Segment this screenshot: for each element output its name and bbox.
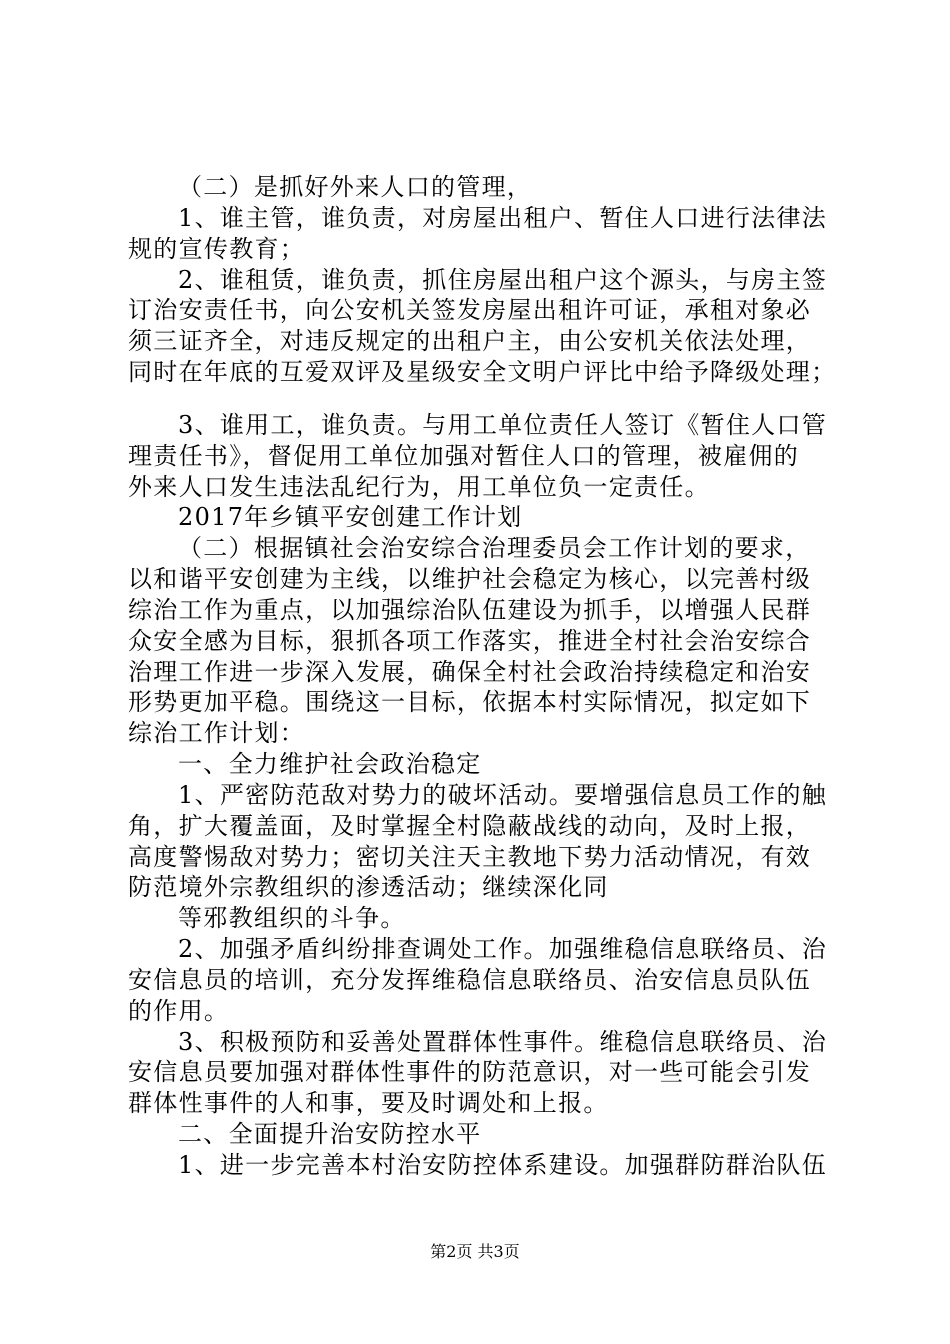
text-line: 高度警惕敌对势力；密切关注天主教地下势力活动情况，有效 [128, 843, 812, 871]
text-line: 外来人口发生违法乱纪行为，用工单位负一定责任。 [128, 473, 710, 501]
text-line: 等邪教组织的斗争。 [178, 904, 406, 932]
text-line: 安信息员要加强对群体性事件的防范意识，对一些可能会引发 [128, 1058, 812, 1086]
text-line: 3、积极预防和妥善处置群体性事件。维稳信息联络员、治 [178, 1028, 828, 1056]
text-line: 2017年乡镇平安创建工作计划 [178, 503, 523, 531]
text-line: 同时在年底的互爱双评及星级安全文明户评比中给予降级处理； [128, 358, 837, 386]
text-line: 形势更加平稳。围绕这一目标，依据本村实际情况，拟定如下 [128, 688, 812, 716]
text-line: 综治工作计划： [128, 719, 306, 747]
text-line: 3、谁用工，谁负责。与用工单位责任人签订《暂住人口管 [178, 411, 828, 439]
text-line: （二）根据镇社会治安综合治理委员会工作计划的要求， [178, 534, 811, 562]
page-footer: 第2页 共3页 [430, 1242, 520, 1261]
text-line: 订治安责任书，向公安机关签发房屋出租许可证，承租对象必 [128, 296, 812, 324]
text-line: 综治工作为重点，以加强综治队伍建设为抓手，以增强人民群 [128, 596, 812, 624]
text-line: 1、严密防范敌对势力的破坏活动。要增强信息员工作的触 [178, 781, 828, 809]
text-line: 以和谐平安创建为主线，以维护社会稳定为核心，以完善村级 [128, 565, 812, 593]
text-line: （二）是抓好外来人口的管理， [178, 173, 533, 201]
text-line: 2、谁租赁，谁负责，抓住房屋出租户这个源头，与房主签 [178, 266, 828, 294]
text-line: 治理工作进一步深入发展，确保全村社会政治持续稳定和治安 [128, 658, 812, 686]
text-line: 众安全感为目标，狠抓各项工作落实，推进全村社会治安综合 [128, 627, 812, 655]
text-line: 防范境外宗教组织的渗透活动；继续深化同 [128, 873, 609, 901]
text-line: 的作用。 [128, 997, 230, 1025]
text-line: 安信息员的培训，充分发挥维稳信息联络员、治安信息员队伍 [128, 966, 812, 994]
text-line: 二、全面提升治安防控水平 [178, 1120, 482, 1148]
text-line: 须三证齐全，对违反规定的出租户主，由公安机关依法处理， [128, 327, 812, 355]
text-line: 2、加强矛盾纠纷排查调处工作。加强维稳信息联络员、治 [178, 935, 828, 963]
text-line: 一、全力维护社会政治稳定 [178, 750, 482, 778]
text-line: 规的宣传教育； [128, 235, 306, 263]
text-line: 理责任书》，督促用工单位加强对暂住人口的管理，被雇佣的 [128, 442, 800, 470]
text-line: 1、进一步完善本村治安防控体系建设。加强群防群治队伍 [178, 1151, 828, 1179]
text-line: 1、谁主管，谁负责，对房屋出租户、暂住人口进行法律法 [178, 204, 828, 232]
text-line: 群体性事件的人和事，要及时调处和上报。 [128, 1089, 609, 1117]
text-line: 角，扩大覆盖面，及时掌握全村隐蔽战线的动向，及时上报， [128, 812, 812, 840]
